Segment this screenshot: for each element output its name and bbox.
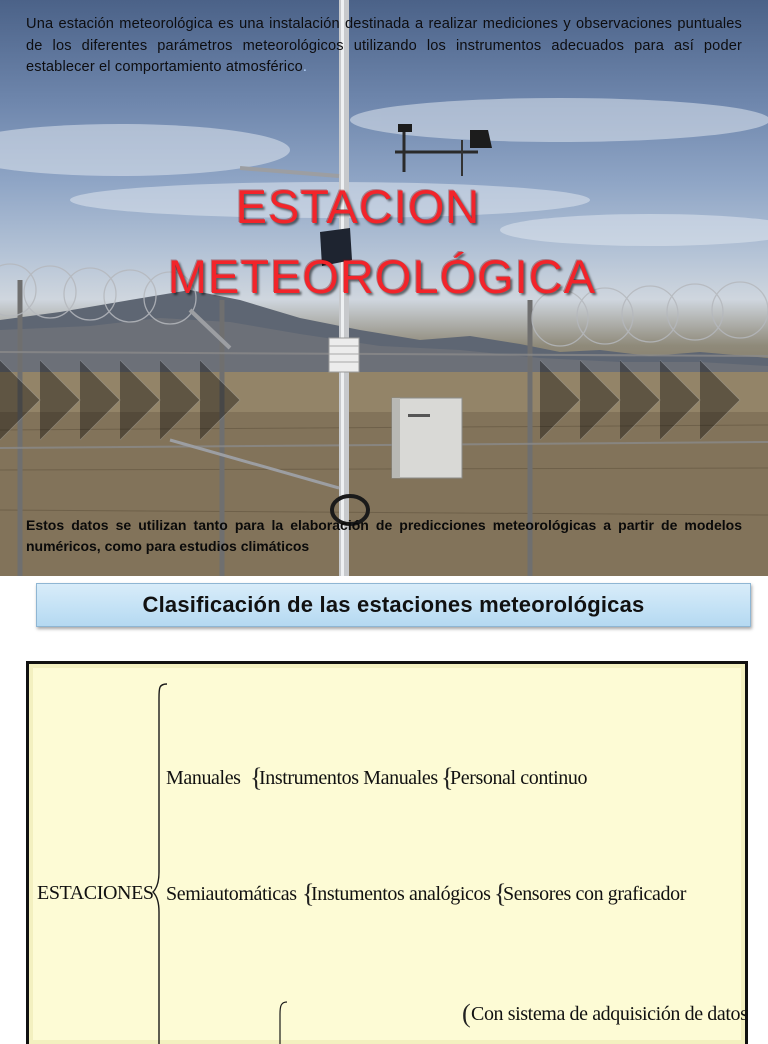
outro-paragraph: Estos datos se utilizan tanto para la elaboración de predicciones meteorológicas a partir de modelos numéricos, como para estudios climáticos xyxy=(26,517,742,554)
intro-period: . xyxy=(302,59,308,75)
classification-bracket-lines xyxy=(29,664,745,1044)
row-detail: Sensores con graficador xyxy=(503,883,686,905)
brace-icon: ( xyxy=(462,999,471,1028)
row-type: Manuales xyxy=(166,767,241,789)
row-detail: Personal continuo xyxy=(450,767,588,789)
classification-scan xyxy=(26,661,748,1044)
row-type: Semiautomáticas xyxy=(166,883,297,905)
brace-icon: { xyxy=(302,879,315,908)
brace-icon: { xyxy=(494,879,507,908)
row-instrument: Instrumentos Manuales xyxy=(259,767,438,789)
brace-icon: { xyxy=(250,763,263,792)
intro-text: Una estación meteorológica es una instalación destinada a realizar mediciones y observaciones puntuales de los diferentes parámetros meteorológicos utilizando los instrumentos adecuados para así poder establecer el comportamiento atmosférico xyxy=(26,16,742,75)
row-instrument: Instumentos analógicos xyxy=(311,883,491,905)
root-label: ESTACIONES xyxy=(37,882,154,904)
row-detail-partial: Con sistema de adquisición de datos xyxy=(471,1003,748,1025)
classification-banner-title: Clasificación de las estaciones meteorológicas xyxy=(142,592,645,617)
hero-title-line2: METEOROLÓGICA xyxy=(167,250,597,303)
hero-title-line1: ESTACION xyxy=(235,180,481,233)
intro-paragraph xyxy=(26,14,742,79)
brace-icon: { xyxy=(441,763,454,792)
classification-banner xyxy=(36,583,751,627)
